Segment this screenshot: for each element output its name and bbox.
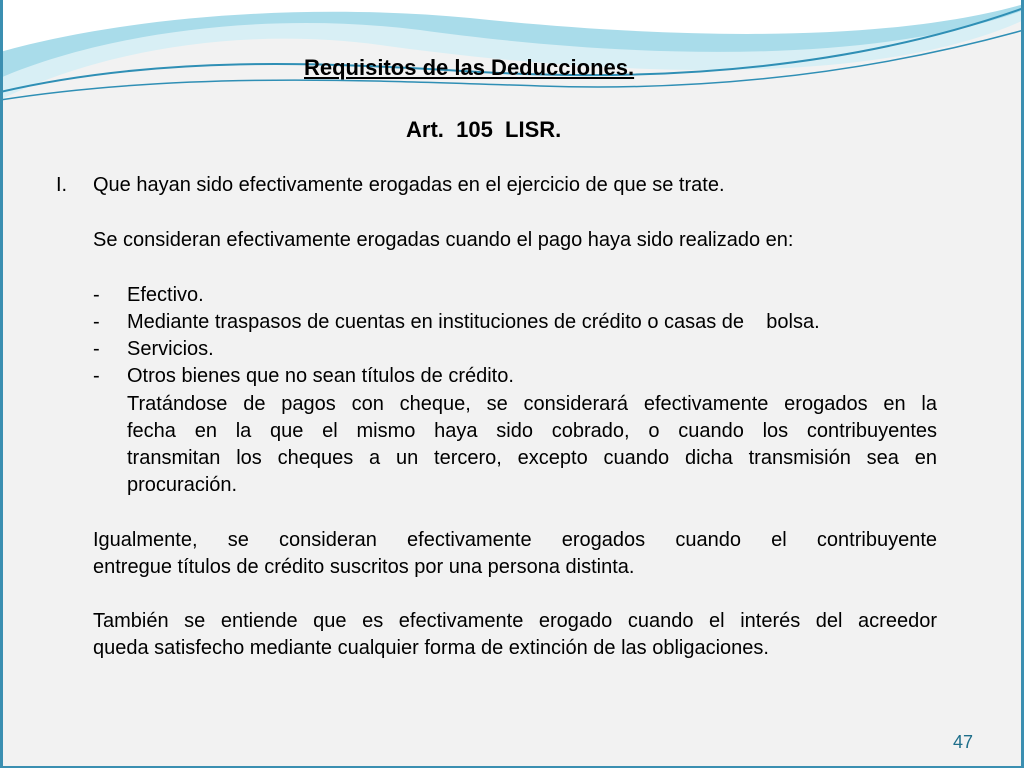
paragraph-igualmente-line: Igualmente, se consideran efectivamente erogados cuando el contribuyente [93, 529, 937, 551]
slide-subtitle: Art. 105 LISR. [406, 117, 562, 142]
bullet-item: Mediante traspasos de cuentas en instituciones de crédito o casas de bolsa. [127, 311, 820, 333]
paragraph-igualmente-line: entregue títulos de crédito suscritos por una persona distinta. [93, 556, 635, 578]
section-numeral: I. [56, 174, 68, 196]
slide-title: Requisitos de las Deducciones. [304, 55, 635, 80]
bullet-item: Efectivo. [127, 284, 204, 306]
intro-text: Se consideran efectivamente erogadas cuando el pago haya sido realizado en: [93, 229, 794, 251]
bullet-marker: - [93, 365, 100, 387]
section-heading: Que hayan sido efectivamente erogadas en el ejercicio de que se trate. [93, 174, 725, 196]
paragraph-tambien-line: También se entiende que es efectivamente erogado cuando el interés del acreedor [93, 610, 937, 632]
cheque-paragraph-line: transmitan los cheques a un tercero, excepto cuando dicha transmisión sea en [127, 447, 937, 469]
page-number: 47 [953, 732, 974, 752]
frame-left-border [0, 0, 3, 768]
bullet-item: Servicios. [127, 338, 214, 360]
cheque-paragraph-line: Tratándose de pagos con cheque, se considerará efectivamente erogados en la [127, 393, 937, 415]
cheque-paragraph-line: fecha en la que el mismo haya sido cobrado, o cuando los contribuyentes [127, 420, 937, 442]
bullet-marker: - [93, 284, 100, 306]
paragraph-tambien-line: queda satisfecho mediante cualquier forma de extinción de las obligaciones. [93, 637, 769, 659]
bullet-item: Otros bienes que no sean títulos de crédito. [127, 365, 514, 387]
cheque-paragraph-line: procuración. [127, 474, 238, 496]
bullet-marker: - [93, 338, 100, 360]
bullet-marker: - [93, 311, 100, 333]
